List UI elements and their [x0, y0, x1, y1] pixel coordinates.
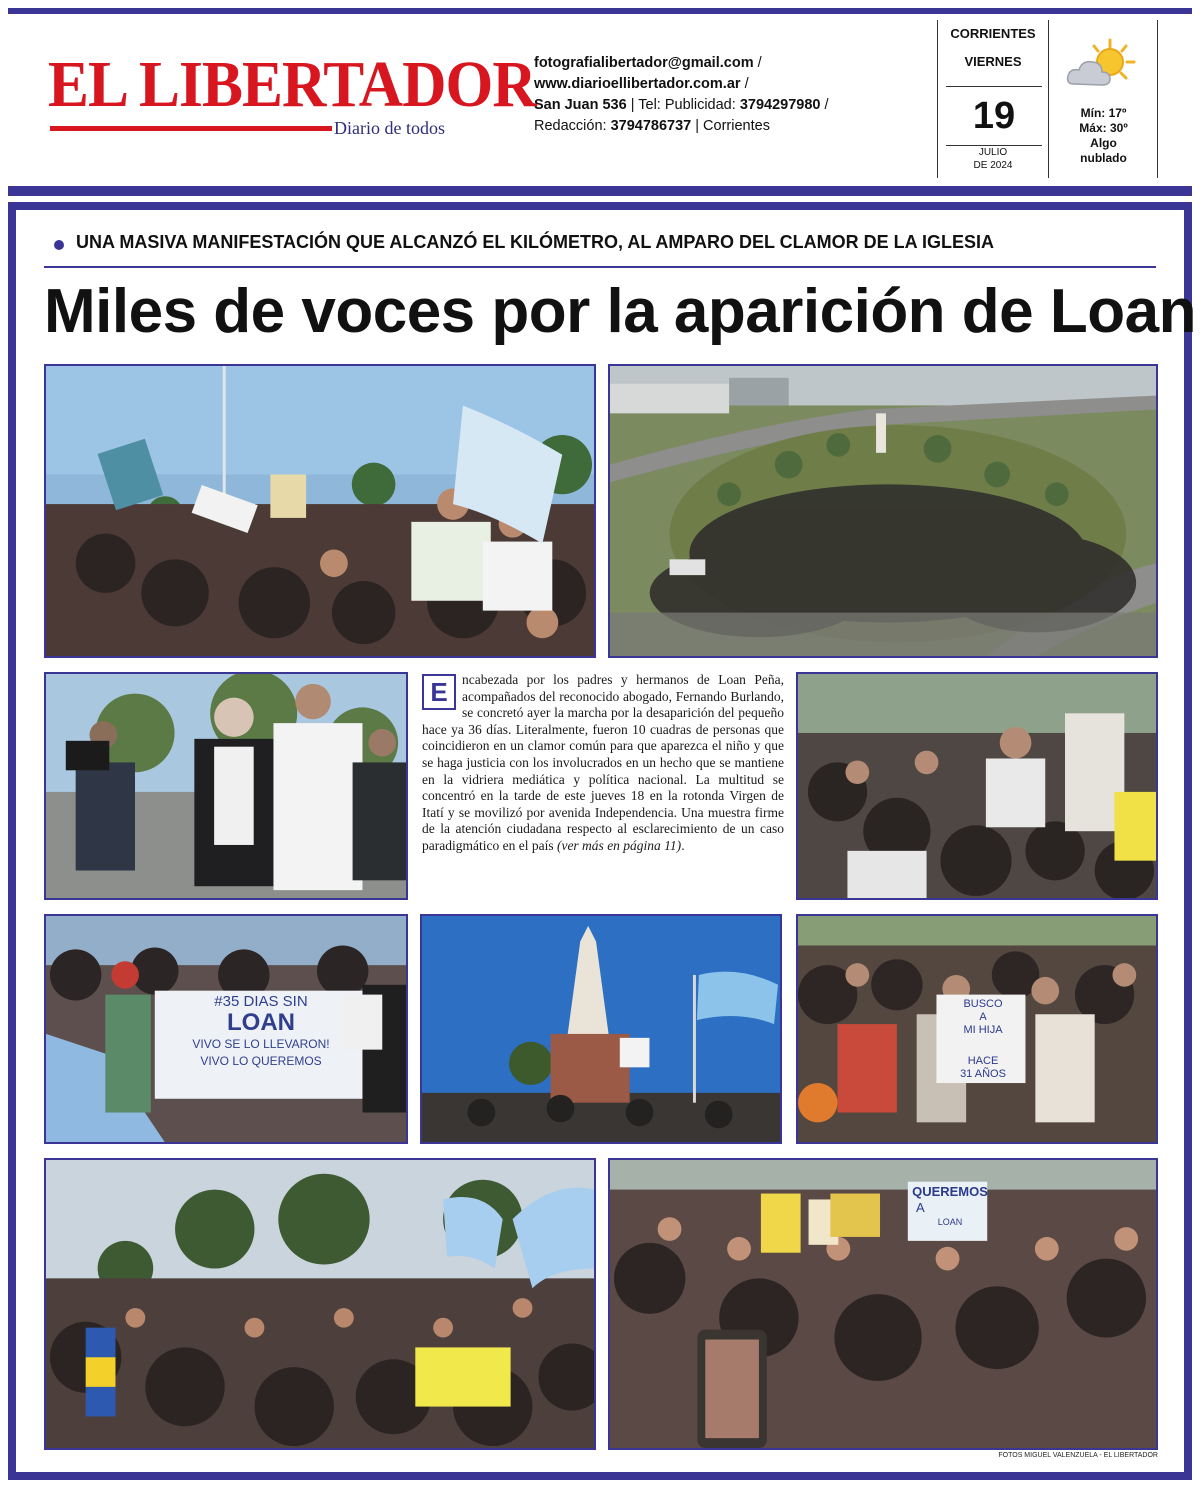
- weather-box: [1050, 20, 1158, 178]
- photo-crowd-flags[interactable]: [44, 1158, 596, 1450]
- date-box: [937, 20, 1049, 178]
- date-month: JULIO: [978, 147, 1008, 158]
- sign-line: LOAN: [227, 1009, 295, 1036]
- logo-tagline: Diario de todos: [334, 118, 445, 138]
- contact-sep: /: [740, 76, 749, 92]
- contact-address: San Juan 536: [534, 97, 627, 113]
- contact-email[interactable]: fotografialibertador@gmail.com: [534, 55, 754, 71]
- partly-cloudy-icon: [1064, 38, 1140, 92]
- logo-name: EL LIBERTADOR: [48, 48, 536, 121]
- contact-tel-newsroom: 3794786737: [610, 118, 692, 134]
- photo-sign-35-dias[interactable]: [44, 914, 408, 1144]
- sign-line: A: [979, 1011, 987, 1023]
- photo-march-leaders[interactable]: [44, 364, 596, 658]
- bullet-icon: [54, 240, 64, 250]
- sign-busco-hija: [940, 998, 1026, 1081]
- story-kicker: [44, 232, 1156, 268]
- photo-queremos-loan[interactable]: [608, 1158, 1158, 1450]
- sign-queremos: [912, 1184, 988, 1228]
- contact-sep: /: [820, 97, 829, 113]
- weather-min: Mín: 17º: [1080, 106, 1127, 120]
- story-headline[interactable]: Miles de voces por la aparición de Loan: [44, 277, 1196, 346]
- date-weekday: VIERNES: [964, 54, 1022, 69]
- contact-website[interactable]: www.diarioellibertador.com.ar: [534, 76, 741, 92]
- article-dropcap: E: [422, 674, 456, 710]
- sign-line: 31 AÑOS: [960, 1068, 1006, 1080]
- article-body: [422, 672, 784, 855]
- weather-text: [1050, 106, 1157, 166]
- masthead-rule: [8, 186, 1192, 196]
- article-end: .: [681, 837, 685, 853]
- photo-virgen-monument[interactable]: [420, 914, 782, 1144]
- photo-aerial-rotonda[interactable]: [608, 364, 1158, 658]
- sign-line: #35 DIAS SIN: [214, 993, 308, 1010]
- sign-line: VIVO LO QUEREMOS: [200, 1054, 322, 1068]
- contact-tel-ads: 3794297980: [739, 97, 821, 113]
- weather-condition-2: nublado: [1080, 151, 1127, 165]
- weather-condition-1: Algo: [1090, 136, 1117, 150]
- weather-max: Máx: 30º: [1079, 121, 1128, 135]
- date-month-year: [938, 146, 1048, 172]
- contact-sep: /: [753, 55, 762, 71]
- sign-line: HACE: [967, 1055, 999, 1067]
- contact-block: [534, 53, 864, 137]
- photo-interview[interactable]: [44, 672, 408, 900]
- article-page-ref[interactable]: (ver más en página 11): [556, 837, 682, 853]
- contact-city: | Corrientes: [691, 118, 770, 134]
- photo-sign-busco-hija[interactable]: [796, 914, 1158, 1144]
- photo-father-speech[interactable]: [796, 672, 1158, 900]
- photo-credit: FOTOS MIGUEL VALENZUELA - EL LIBERTADOR: [998, 1452, 1158, 1459]
- sign-line: A: [916, 1200, 925, 1215]
- sign-line: BUSCO: [963, 998, 1003, 1010]
- sign-35-dias: [166, 994, 356, 1070]
- sign-line: MI HIJA: [963, 1024, 1003, 1036]
- newspaper-logo[interactable]: [48, 48, 536, 138]
- sign-line: VIVO SE LO LLEVARON!: [192, 1037, 330, 1051]
- article-text: ncabezada por los padres y hermanos de Loan Peña, acompañados del reconocido abogado, Fernando Burlando, se concretó ayer la marcha por la desaparición del pequeño hace ya 36 días. Literalmente, fueron 10 cuadras de personas que coincidieron en un clamor común para que aparezca el niño y que se haga justicia con los involucrados en un hecho que se mantiene en la vidriera mediática y política nacional. La multitud se concentró en la tarde de este jueves 18 en la rotonda Virgen de Itatí y se movilizó por avenida Independencia. Una muestra firme de la atención ciudadana respecto al esclarecimiento de un caso paradigmático en el país: [422, 672, 784, 853]
- sign-line: QUEREMOS: [912, 1184, 988, 1199]
- contact-tel-label: | Tel: Publicidad:: [626, 97, 740, 113]
- top-rule: [8, 8, 1192, 14]
- date-day: 19: [946, 86, 1042, 146]
- logo-underline: [50, 126, 332, 131]
- date-year: DE 2024: [973, 160, 1013, 171]
- contact-newsroom-label: Redacción:: [534, 118, 611, 134]
- date-city: CORRIENTES: [950, 26, 1036, 41]
- sign-line: LOAN: [937, 1217, 963, 1227]
- kicker-text: UNA MASIVA MANIFESTACIÓN QUE ALCANZÓ EL KILÓMETRO, AL AMPARO DEL CLAMOR DE LA IGLESIA: [76, 232, 994, 252]
